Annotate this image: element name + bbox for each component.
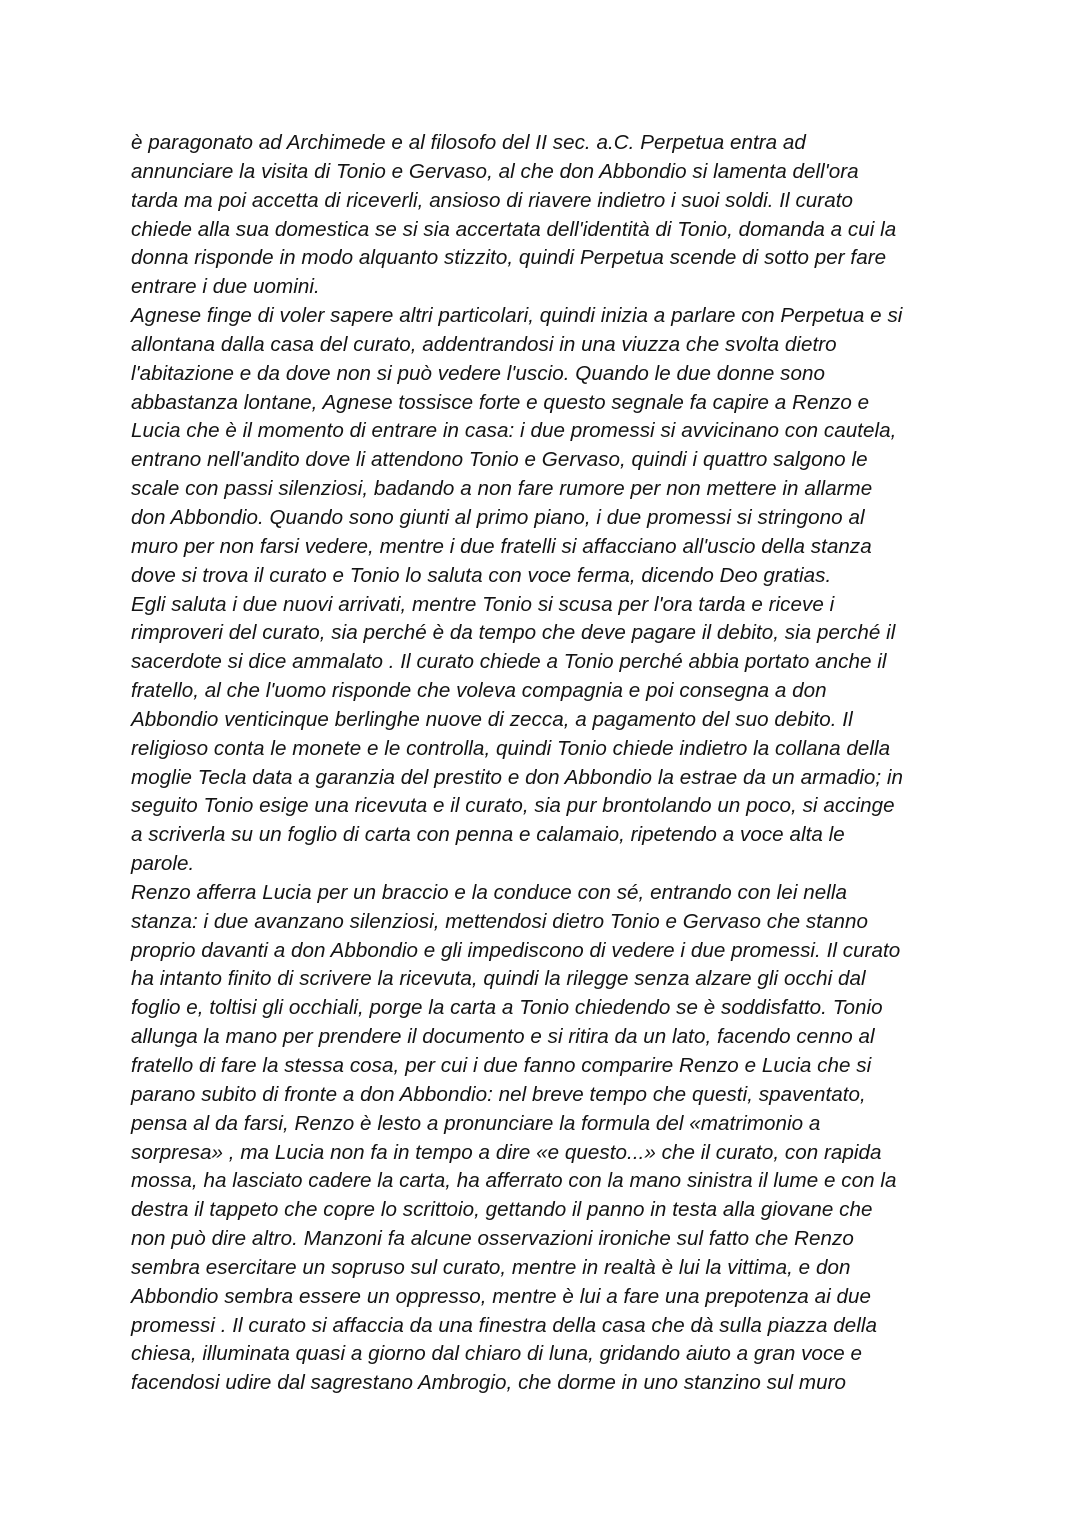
text-line: Agnese finge di voler sapere altri particolari, quindi inizia a parlare con Perpetua e si — [131, 304, 903, 328]
text-line: stanza: i due avanzano silenziosi, mettendosi dietro Tonio e Gervaso che stanno — [131, 909, 868, 933]
text-line: non può dire altro. Manzoni fa alcune osservazioni ironiche sul fatto che Renzo — [131, 1227, 854, 1251]
text-line: chiede alla sua domestica se si sia accertata dell'identità di Tonio, domanda a cui la — [131, 217, 897, 241]
text-line: sorpresa» , ma Lucia non fa in tempo a dire «e questo...» che il curato, con rapida — [131, 1140, 882, 1164]
text-line: Renzo afferra Lucia per un braccio e la conduce con sé, entrando con lei nella — [131, 880, 847, 904]
text-line: muro per non farsi vedere, mentre i due fratelli si affacciano all'uscio della stanza — [131, 534, 872, 558]
text-line: annunciare la visita di Tonio e Gervaso, al che don Abbondio si lamenta dell'ora — [131, 159, 859, 183]
text-line: destra il tappeto che copre lo scrittoio, gettando il panno in testa alla giovane che — [131, 1198, 873, 1222]
text-line: fratello, al che l'uomo risponde che voleva compagnia e poi consegna a don — [131, 679, 827, 703]
text-line: fratello di fare la stessa cosa, per cui i due fanno comparire Renzo e Lucia che si — [131, 1054, 872, 1077]
text-line: chiesa, illuminata quasi a giorno dal chiaro di luna, gridando aiuto a gran voce e — [131, 1342, 863, 1366]
text-line: allunga la mano per prendere il documento e si ritira da un lato, facendo cenno al — [131, 1025, 875, 1049]
text-line: entrare i due uomini. — [131, 275, 320, 299]
text-line: Lucia che è il momento di entrare in casa: i due promessi si avvicinano con cautela, — [131, 419, 897, 443]
text-line: ha intanto finito di scrivere la ricevuta, quindi la rilegge senza alzare gli occhi dal — [131, 967, 866, 991]
text-line: foglio e, toltisi gli occhiali, porge la carta a Tonio chiedendo se è soddisfatto. Tonio — [131, 996, 883, 1020]
text-line: religioso conta le monete e le controlla, quindi Tonio chiede indietro la collana della — [131, 736, 891, 760]
text-line: facendosi udire dal sagrestano Ambrogio, che dorme in uno stanzino sul muro — [131, 1371, 847, 1395]
text-line: dove si trova il curato e Tonio lo saluta con voce ferma, dicendo Deo gratias. — [131, 563, 832, 587]
text-line: mossa, ha lasciato cadere la carta, ha afferrato con la mano sinistra il lume e con la — [131, 1169, 897, 1193]
text-line: a scriverla su un foglio di carta con penna e calamaio, ripetendo a voce alta le — [131, 823, 845, 847]
text-line: Egli saluta i due nuovi arrivati, mentre Tonio si scusa per l'ora tarda e riceve i — [131, 592, 835, 616]
text-line: parole. — [131, 852, 195, 876]
text-line: proprio davanti a don Abbondio e gli impediscono di vedere i due promessi. Il curato — [131, 938, 901, 962]
text-line: allontana dalla casa del curato, addentrandosi in una viuzza che svolta dietro — [131, 332, 837, 356]
text-line: l'abitazione e da dove non si può vedere l'uscio. Quando le due donne sono — [131, 361, 825, 385]
text-line: promessi . Il curato si affaccia da una finestra della casa che dà sulla piazza della — [131, 1313, 878, 1337]
text-line: abbastanza lontane, Agnese tossisce forte e questo segnale fa capire a Renzo e — [131, 390, 870, 414]
text-line: tarda ma poi accetta di riceverli, ansioso di riavere indietro i suoi soldi. Il curato — [131, 188, 853, 212]
text-line: parano subito di fronte a don Abbondio: nel breve tempo che questi, spaventato, — [131, 1082, 866, 1106]
text-line: Abbondio venticinque berlinghe nuove di zecca, a pagamento del suo debito. Il — [131, 707, 853, 731]
text-line: moglie Tecla data a garanzia del prestito e don Abbondio la estrae da un armadio; in — [131, 765, 904, 789]
text-line: rimproveri del curato, sia perché è da tempo che deve pagare il debito, sia perché il — [131, 621, 896, 645]
text-line: è paragonato ad Archimede e al filosofo del II sec. a.C. Perpetua entra ad — [131, 131, 806, 154]
text-line: scale con passi silenziosi, badando a non fare rumore per non mettere in allarme — [131, 477, 873, 501]
text-line: Abbondio sembra essere un oppresso, mentre è lui a fare una prepotenza ai due — [131, 1284, 871, 1308]
text-line: seguito Tonio esige una ricevuta e il curato, sia pur brontolando un poco, si accinge — [131, 794, 895, 818]
body-text — [131, 129, 961, 1398]
text-line: sembra esercitare un sopruso sul curato, mentre in realtà è lui la vittima, e don — [131, 1255, 851, 1279]
text-line: entrano nell'andito dove li attendono Tonio e Gervaso, quindi i quattro salgono le — [131, 448, 868, 472]
text-line: sacerdote si dice ammalato . Il curato chiede a Tonio perché abbia portato anche il — [131, 650, 887, 674]
text-line: donna risponde in modo alquanto stizzito, quindi Perpetua scende di sotto per fare — [131, 246, 887, 270]
text-line: don Abbondio. Quando sono giunti al primo piano, i due promessi si stringono al — [131, 505, 865, 529]
text-line: pensa al da farsi, Renzo è lesto a pronunciare la formula del «matrimonio a — [131, 1111, 821, 1135]
